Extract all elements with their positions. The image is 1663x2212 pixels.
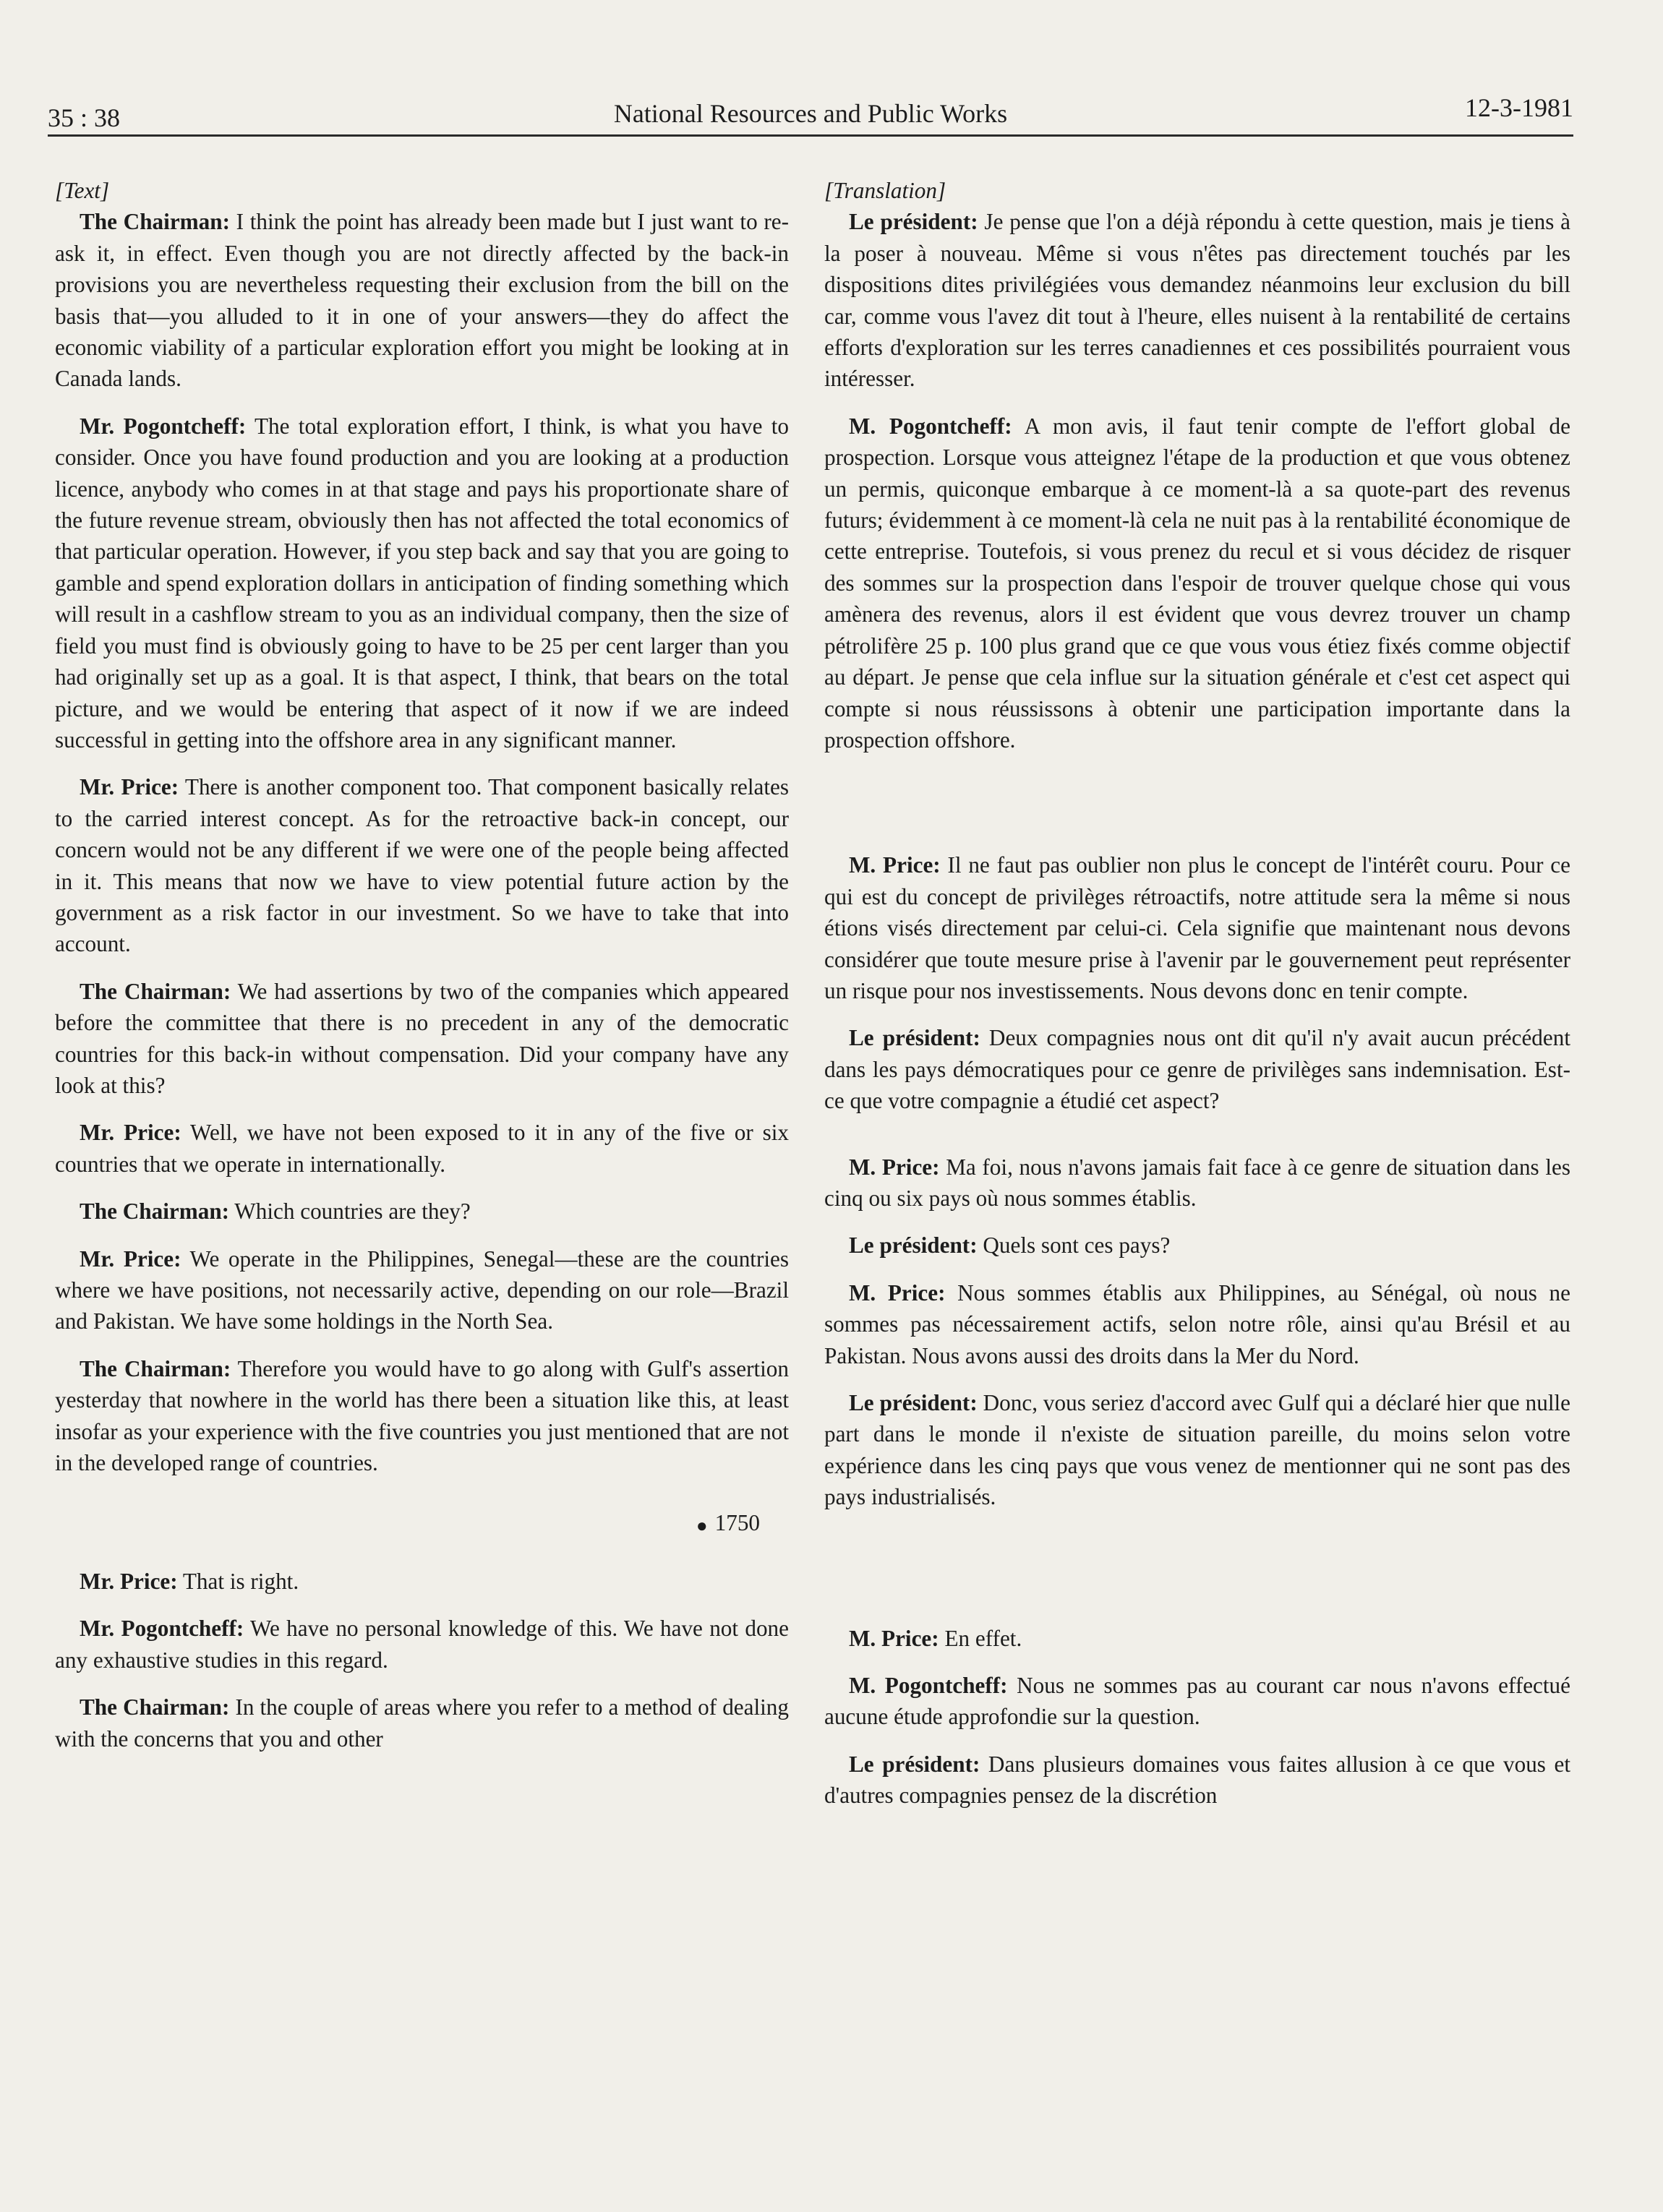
speech-paragraph	[824, 1277, 1570, 1371]
speech-text: Well, we have not been exposed to it in any of the five or six countries that we operate in internationally.	[55, 1120, 790, 1177]
speaker-name: Mr. Price:	[80, 774, 179, 800]
speech-text: Quels sont ces pays?	[977, 1233, 1171, 1259]
english-column	[55, 175, 789, 1770]
speech-text: Dans plusieurs domaines vous faites allusion à ce que vous et d'autres compagnies pensez de la discrétion	[824, 1751, 1571, 1809]
running-title: National Resources and Public Works	[613, 99, 1008, 128]
speaker-name: M. Pogontcheff:	[849, 1673, 1008, 1699]
speech-paragraph	[55, 1353, 789, 1479]
speaker-name: Mr. Pogontcheff:	[80, 1616, 244, 1642]
time-marker	[55, 1507, 760, 1541]
page-number: 35 : 38	[48, 103, 121, 132]
speech-text: We have no personal knowledge of this. We have not done any exhaustive studies in this regard.	[55, 1616, 789, 1673]
speech-paragraph	[824, 1022, 1570, 1116]
english-paragraphs	[55, 206, 789, 1478]
speaker-name: Le président:	[849, 1233, 978, 1259]
speech-paragraph	[55, 1613, 789, 1676]
speaker-name: Mr. Price:	[80, 1120, 181, 1146]
speech-paragraph	[55, 1692, 789, 1754]
bullet-icon: ●	[696, 1514, 708, 1536]
speech-paragraph	[55, 1117, 789, 1180]
speaker-name: The Chairman:	[80, 978, 231, 1004]
speech-text: Donc, vous seriez d'accord avec Gulf qui a déclaré hier que nulle part dans le monde il n'existe de situation pareille, du moins selon votre expérience dans les cinq pays que vous venez de mentionner qui ne sont pas des pays industrialisés.	[824, 1390, 1571, 1510]
speech-paragraph	[824, 1230, 1570, 1261]
time-marker-value: 1750	[714, 1510, 760, 1536]
speaker-name: Le président:	[849, 1751, 980, 1777]
speech-text: We operate in the Philippines, Senegal—these are the countries where we have positions, not necessarily active, depending on our role—Brazil and Pakistan. We have some holdings in the North Sea.	[55, 1246, 790, 1334]
speaker-name: M. Price:	[849, 1625, 939, 1651]
speaker-name: The Chairman:	[80, 1199, 230, 1225]
speech-text: Nous sommes établis aux Philippines, au Sénégal, où nous ne sommes pas nécessairement actifs, selon notre rôle, ainsi qu'au Brésil et au Pakistan. Nous avons aussi des droits dans la Mer du Nord.	[824, 1279, 1570, 1368]
speech-text: A mon avis, il faut tenir compte de l'effort global de prospection. Lorsque vous atteignez l'étape de la production et que vous obtenez un permis, quiconque embarque à ce moment-là a sa quote-part des revenus futurs; évidemment à ce moment-là cela ne nuit pas à la rentabilité économique de cette entreprise. Toutefois, si vous prenez du recul et si vous décidez de risquer des sommes sur la prospection dans l'espoir de trouver quelque chose qui vous amènera des revenus, alors il est évident que vous devrez trouver un champ pétrolifère 25 p. 100 plus grand que ce que vous vous étiez fixés comme objectif au départ. Je pense que cela influe sur la situation générale et c'est cet aspect qui compte si nous réussissons à obtenir une participation importante dans la prospection offshore.	[824, 413, 1570, 753]
speaker-name: M. Price:	[849, 1154, 940, 1180]
speech-text: Therefore you would have to go along with Gulf's assertion yesterday that nowhere in the world has there been a situation like this, at least insofar as your experience with the five countries you just mentioned that are not in the developed range of countries.	[55, 1355, 789, 1476]
speech-text: The total exploration effort, I think, is what you have to consider. Once you have found production and you are looking at a production licence, anybody who comes in at that stage and pays his proportionate share of the future revenue stream, obviously then has not affected the total economics of that particular operation. However, if you step back and say that you are going to gamble and spend exploration dollars in anticipation of finding something which will result in a cashflow stream to you as an individual company, then the size of field you must find is obviously going to have to be 25 per cent larger than you had originally set up as a goal. It is that aspect, I think, that bears on the total picture, and we would be entering that aspect of it now if we are indeed successful in getting into the offshore area in any significant manner.	[55, 413, 789, 753]
speech-paragraph	[824, 1623, 1570, 1654]
speech-text: En effet.	[939, 1625, 1022, 1651]
speaker-name: Mr. Price:	[80, 1246, 181, 1272]
speech-paragraph	[824, 1749, 1570, 1812]
speech-text: Which countries are they?	[229, 1199, 471, 1225]
sitting-date: 12-3-1981	[1465, 93, 1573, 122]
speech-paragraph	[824, 206, 1570, 394]
french-paragraphs	[824, 206, 1570, 755]
speech-paragraph	[55, 771, 789, 959]
speech-paragraph	[824, 1152, 1570, 1214]
french-paragraphs-b	[824, 849, 1570, 1116]
speaker-name: The Chairman:	[80, 1694, 230, 1720]
french-column	[824, 175, 1570, 1827]
speech-text: Il ne faut pas oublier non plus le concept de l'intérêt couru. Pour ce qui est du concept de privilèges rétroactifs, notre attitude sera la même si nous étions visés directement par celui-ci. Cela signifie que maintenant nous devons considérer que toute mesure prise à l'avenir par le gouvernement peut représenter un risque pour nos investissements. Nous devons donc en tenir compte.	[824, 852, 1570, 1003]
speaker-name: The Chairman:	[80, 1355, 231, 1381]
french-paragraphs-d	[824, 1623, 1570, 1812]
speech-paragraph	[55, 206, 789, 394]
speaker-name: M. Price:	[849, 852, 941, 878]
speaker-name: The Chairman:	[80, 209, 230, 235]
speaker-name: Le président:	[849, 1390, 978, 1415]
english-paragraphs-after-marker	[55, 1566, 789, 1754]
speech-paragraph	[824, 849, 1570, 1006]
speech-text: I think the point has already been made but I just want to re-ask it, in effect. Even though you are not directly affected by the back-in provisions you are nevertheless requesting their exclusion from the bill on the basis that—you alluded to it in one of your answers—they do affect the economic viability of a particular exploration effort you might be looking at in Canada lands.	[55, 209, 789, 392]
column-gap	[824, 1133, 1570, 1152]
speaker-name: M. Price:	[849, 1279, 946, 1306]
speech-paragraph	[824, 1387, 1570, 1513]
speech-paragraph	[55, 411, 789, 755]
speech-text: In the couple of areas where you refer to a method of dealing with the concerns that you and other	[55, 1694, 789, 1752]
speech-paragraph	[824, 411, 1570, 755]
speech-paragraph	[55, 1566, 789, 1597]
speech-paragraph	[55, 976, 789, 1102]
speech-text: Je pense que l'on a déjà répondu à cette question, mais je tiens à la poser à nouveau. Même si vous n'êtes pas directement touchés par les dispositions dites privilégiées vous demandez néanmoins leur exclusion du bill car, comme vous l'avez dit tout à l'heure, elles nuisent à la rentabilité de certains efforts d'exploration sur les terres canadiennes et ces possibilités pourraient vous intéresser.	[824, 209, 1570, 392]
page-header	[48, 93, 1573, 137]
speech-text: Ma foi, nous n'avons jamais fait face à ce genre de situation dans les cinq ou six pays où nous sommes établis.	[824, 1154, 1570, 1211]
speech-paragraph	[55, 1243, 789, 1337]
speaker-name: Le président:	[849, 209, 978, 235]
speech-text: Deux compagnies nous ont dit qu'il n'y avait aucun précédent dans les pays démocratiques pour ce genre de privilèges sans indemnisation. Est-ce que votre compagnie a étudié cet aspect?	[824, 1025, 1570, 1114]
speech-text: Nous ne sommes pas au courant car nous n'avons effectué aucune étude approfondie sur la question.	[824, 1673, 1570, 1730]
speaker-name: Mr. Price:	[80, 1568, 178, 1594]
speech-text: That is right.	[177, 1568, 299, 1594]
speech-text: There is another component too. That component basically relates to the carried interest concept. As for the retroactive back-in concept, our concern would not be any different if we were one of the people being affected in it. This means that now we have to view potential future action by the government as a risk factor in our investment. So we have to take that into account.	[55, 774, 790, 957]
column-gap	[824, 1529, 1570, 1623]
speech-paragraph	[55, 1196, 789, 1227]
section-label-translation: [Translation]	[824, 178, 946, 203]
speaker-name: Mr. Pogontcheff:	[80, 413, 247, 439]
speech-paragraph	[824, 1670, 1570, 1733]
speaker-name: M. Pogontcheff:	[849, 413, 1012, 439]
column-gap	[824, 771, 1570, 849]
french-paragraphs-c	[824, 1152, 1570, 1513]
section-label-text: [Text]	[55, 178, 110, 203]
speech-text: We had assertions by two of the companies which appeared before the committee that there is no precedent in any of the democratic countries for this back-in without compensation. Did your company have any look at this?	[55, 978, 789, 1098]
speaker-name: Le président:	[849, 1025, 980, 1051]
